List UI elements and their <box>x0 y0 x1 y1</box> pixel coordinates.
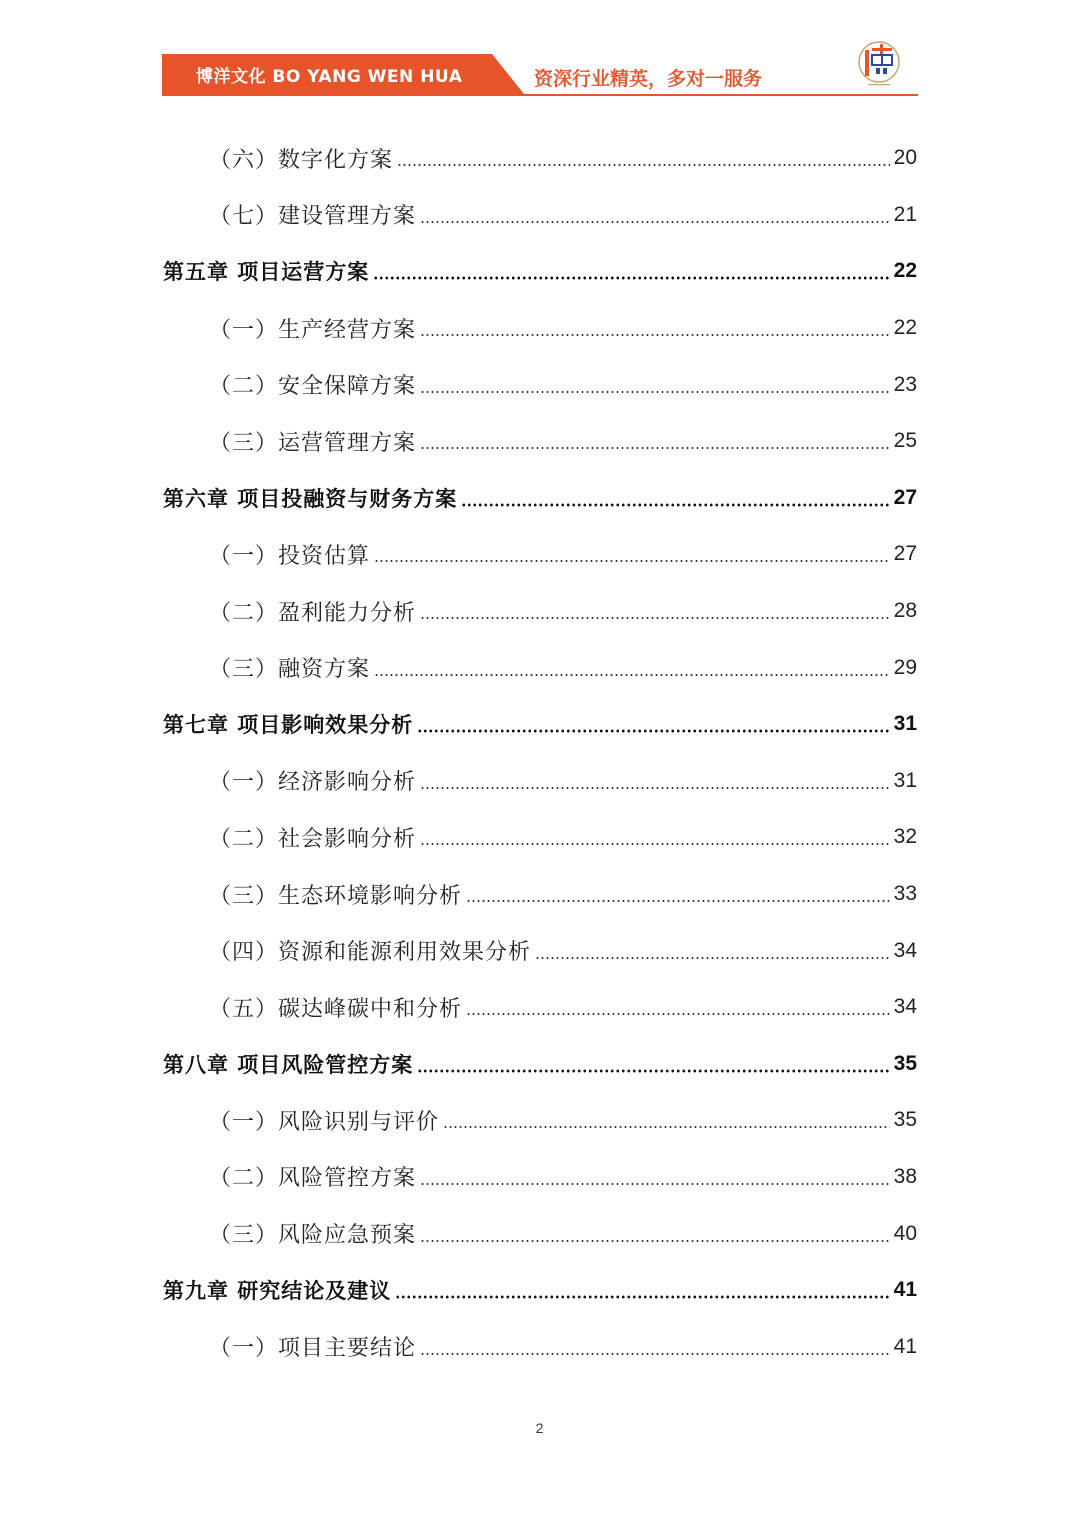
toc-entry-title: 第五章 项目运营方案 <box>163 260 370 285</box>
toc-entry-title: （三）风险应急预案 <box>209 1223 417 1249</box>
toc-entry-page: 25 <box>893 429 917 453</box>
toc-dot-leader <box>373 276 889 280</box>
toc-section-entry[interactable] <box>163 1205 917 1262</box>
toc-entry-page: 23 <box>893 372 917 396</box>
toc-entry-page: 32 <box>893 825 917 849</box>
toc-entry-title: 第八章 项目风险管控方案 <box>163 1052 414 1077</box>
toc-chapter-entry[interactable] <box>163 1262 917 1319</box>
page-number: 2 <box>535 1420 544 1436</box>
toc-entry-title: （二）盈利能力分析 <box>209 600 417 626</box>
toc-chapter-entry[interactable] <box>163 1036 917 1093</box>
toc-entry-page: 21 <box>893 202 917 226</box>
toc-chapter-entry[interactable] <box>163 243 917 300</box>
toc-entry-page: 35 <box>893 1108 917 1132</box>
toc-entry-page: 22 <box>893 316 917 340</box>
toc-dot-leader <box>417 729 889 733</box>
toc-entry-page: 31 <box>893 768 917 792</box>
toc-entry-page: 27 <box>893 485 917 509</box>
toc-entry-title: （六）数字化方案 <box>209 147 394 173</box>
toc-section-entry[interactable] <box>163 187 917 244</box>
toc-entry-title: （二）安全保障方案 <box>209 374 417 400</box>
toc-dot-leader <box>420 1182 890 1186</box>
toc-entry-page: 40 <box>893 1221 917 1245</box>
toc-section-entry[interactable] <box>163 1092 917 1149</box>
toc-entry-page: 28 <box>893 599 917 623</box>
toc-section-entry[interactable] <box>163 130 917 187</box>
toc-dot-leader <box>420 1239 890 1243</box>
toc-section-entry[interactable] <box>163 809 917 866</box>
toc-entry-page: 41 <box>893 1334 917 1358</box>
toc-entry-page: 22 <box>893 259 917 283</box>
toc-entry-title: （一）投资估算 <box>209 543 371 569</box>
toc-dot-leader <box>461 503 889 507</box>
toc-entry-title: （三）融资方案 <box>209 657 371 683</box>
header-divider <box>162 94 918 96</box>
toc-entry-title: （三）生态环境影响分析 <box>209 883 463 909</box>
boyang-seal-logo-icon <box>856 40 902 90</box>
toc-dot-leader <box>417 1069 889 1073</box>
toc-entry-page: 31 <box>893 712 917 736</box>
toc-chapter-entry[interactable] <box>163 696 917 753</box>
toc-dot-leader <box>420 446 890 450</box>
toc-entry-title: （七）建设管理方案 <box>209 204 417 230</box>
toc-entry-title: 第六章 项目投融资与财务方案 <box>163 486 458 511</box>
toc-dot-leader <box>420 333 890 337</box>
toc-section-entry[interactable] <box>163 922 917 979</box>
toc-dot-leader <box>420 786 890 790</box>
toc-dot-leader <box>395 1295 889 1299</box>
page-header <box>162 54 918 96</box>
header-slogan: 资深行业精英，多对一服务 <box>534 68 763 90</box>
toc-entry-page: 34 <box>893 938 917 962</box>
toc-section-entry[interactable] <box>163 300 917 357</box>
toc-entry-title: （二）风险管控方案 <box>209 1166 417 1192</box>
toc-dot-leader <box>466 1012 890 1016</box>
toc-section-entry[interactable] <box>163 356 917 413</box>
toc-dot-leader <box>420 1352 890 1356</box>
toc-dot-leader <box>535 956 890 960</box>
brand-name: 博洋文化 BO YANG WEN HUA <box>196 67 463 87</box>
toc-section-entry[interactable] <box>163 1149 917 1206</box>
toc-dot-leader <box>443 1125 890 1129</box>
toc-section-entry[interactable] <box>163 583 917 640</box>
toc-entry-page: 38 <box>893 1164 917 1188</box>
toc-entry-page: 34 <box>893 995 917 1019</box>
toc-entry-title: （五）碳达峰碳中和分析 <box>209 996 463 1022</box>
toc-entry-page: 20 <box>893 146 917 170</box>
toc-section-entry[interactable] <box>163 753 917 810</box>
toc-dot-leader <box>420 842 890 846</box>
toc-dot-leader <box>374 559 890 563</box>
toc-dot-leader <box>420 220 890 224</box>
toc-entry-title: （四）资源和能源利用效果分析 <box>209 940 532 966</box>
toc-chapter-entry[interactable] <box>163 470 917 527</box>
toc-dot-leader <box>420 390 890 394</box>
table-of-contents <box>163 130 917 1375</box>
toc-section-entry[interactable] <box>163 866 917 923</box>
toc-entry-title: （一）经济影响分析 <box>209 770 417 796</box>
toc-entry-page: 35 <box>893 1051 917 1075</box>
toc-section-entry[interactable] <box>163 413 917 470</box>
toc-entry-title: 第七章 项目影响效果分析 <box>163 713 414 738</box>
toc-dot-leader <box>420 616 890 620</box>
toc-entry-title: （三）运营管理方案 <box>209 430 417 456</box>
toc-section-entry[interactable] <box>163 979 917 1036</box>
toc-dot-leader <box>374 673 890 677</box>
toc-dot-leader <box>466 899 890 903</box>
toc-entry-page: 33 <box>893 882 917 906</box>
toc-section-entry[interactable] <box>163 526 917 583</box>
toc-entry-title: （一）风险识别与评价 <box>209 1109 440 1135</box>
toc-section-entry[interactable] <box>163 1318 917 1375</box>
toc-entry-title: 第九章 研究结论及建议 <box>163 1279 392 1304</box>
toc-entry-title: （一）生产经营方案 <box>209 317 417 343</box>
toc-entry-page: 41 <box>893 1278 917 1302</box>
toc-entry-page: 27 <box>893 542 917 566</box>
toc-section-entry[interactable] <box>163 639 917 696</box>
toc-entry-title: （二）社会影响分析 <box>209 826 417 852</box>
toc-dot-leader <box>397 163 890 167</box>
toc-entry-page: 29 <box>893 655 917 679</box>
toc-entry-title: （一）项目主要结论 <box>209 1336 417 1362</box>
